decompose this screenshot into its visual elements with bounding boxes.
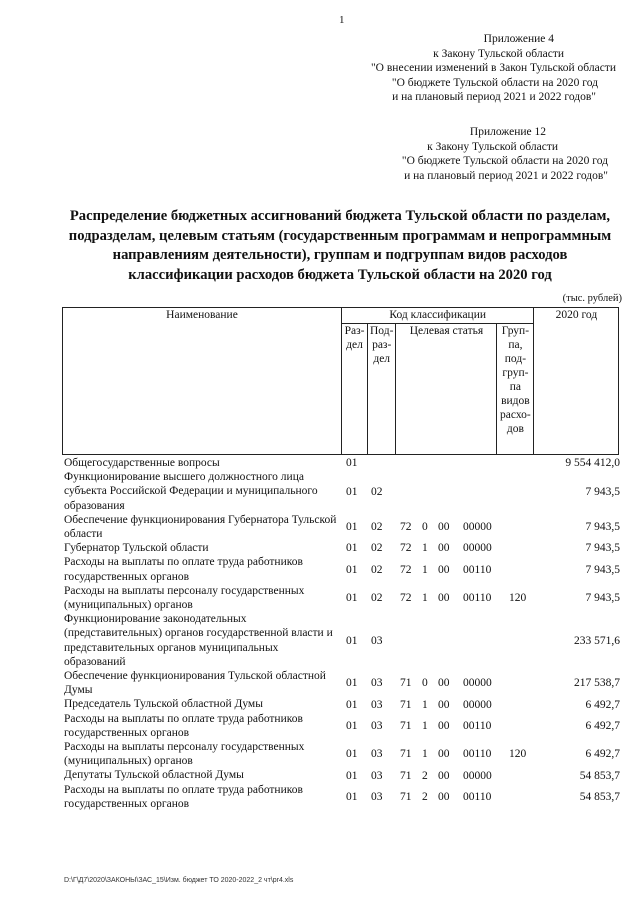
row-cs3: 00 [438,748,450,761]
row-razdel: 01 [346,520,358,533]
table-row [64,470,620,513]
table-row [64,669,620,697]
header-year: 2020 год [534,308,619,455]
page-number: 1 [339,14,345,26]
row-cs4: 00000 [463,677,492,690]
table-row [64,740,620,768]
row-cs2: 1 [422,719,428,732]
row-cs3: 00 [438,542,450,555]
row-name: Расходы на выплаты по оплате труда работников государственных органов [64,556,303,583]
row-cs1: 71 [400,769,412,782]
row-cs2: 2 [422,769,428,782]
row-name: Расходы на выплаты персоналу государственных (муниципальных) органов [64,584,305,612]
appendix-12-line: и на плановый период 2021 и 2022 годов" [404,169,608,182]
table-row [64,456,620,470]
row-cs1: 72 [400,591,412,604]
appendix-12-header [402,125,608,183]
row-name: Общегосударственные вопросы [64,457,220,469]
table-row [64,768,620,782]
row-razdel: 01 [346,563,358,576]
row-amount: 7 943,5 [585,520,620,533]
appendix-4-line: к Закону Тульской области [433,47,564,60]
appendix-12-line: "О бюджете Тульской области на 2020 год [401,155,608,167]
row-razdel: 01 [346,698,358,711]
units-label: (тыс. рублей) [562,293,622,304]
row-cs3: 00 [438,677,450,690]
row-cs3: 00 [438,790,450,803]
row-name: Обеспечение функционирования Тульской областной Думы [64,670,326,697]
row-cs2: 1 [422,698,428,711]
row-amount: 54 853,7 [579,769,620,782]
row-amount: 7 943,5 [585,542,620,555]
appendix-4-line: и на плановый период 2021 и 2022 годов" [392,91,596,103]
row-razdel: 01 [346,748,358,761]
table-body [64,456,620,811]
row-cs2: 2 [422,790,428,803]
row-name: Председатель Тульской областной Думы [64,698,263,711]
header-code: Код классификации [342,308,534,324]
row-podrazdel: 02 [371,563,383,576]
table-row [64,697,620,711]
row-cs1: 71 [400,677,412,690]
row-razdel: 01 [346,542,358,555]
appendix-12-line: к Закону Тульской области [427,140,558,153]
appendix-12-title: Приложение 12 [469,126,546,138]
row-name: Губернатор Тульской области [64,542,209,555]
row-name: Расходы на выплаты по оплате труда работников государственных органов [64,712,303,739]
header-name: Наименование [63,308,342,455]
row-cs3: 00 [438,563,450,576]
row-amount: 7 943,5 [585,563,620,576]
table-row [64,712,620,740]
row-cs4: 00110 [463,790,492,803]
header-subsection: Под-раз-дел [368,324,396,455]
row-razdel: 01 [346,634,358,647]
row-razdel: 01 [346,790,358,803]
row-cs1: 71 [400,790,412,803]
row-cs3: 00 [438,591,450,604]
row-amount: 54 853,7 [579,790,620,803]
appendix-4-line: "О внесении изменений в Закон Тульской области [370,62,616,74]
row-amount: 7 943,5 [585,485,620,498]
row-name: Депутаты Тульской областной Думы [64,769,244,782]
table-row [64,555,620,583]
footer-file-path: D:\Г\Д7\2020\ЗАКОНЫ\ЗАС_15\Изм. бюджет ТО 2020-2022_2 чт\pr4.xls [64,877,294,884]
row-amount: 6 492,7 [585,698,620,711]
row-cs1: 71 [400,748,412,761]
table-row [64,584,620,612]
row-cs4: 00000 [463,520,492,533]
row-cs4: 00000 [463,542,492,555]
header-target: Целевая статья [396,324,497,455]
row-amount: 6 492,7 [585,748,620,761]
row-amount: 233 571,6 [574,634,620,647]
row-razdel: 01 [346,591,358,604]
row-name: Обеспечение функционирования Губернатора Тульской области [64,513,337,541]
table-row [64,783,620,811]
row-razdel: 01 [346,485,358,498]
row-amount: 9 554 412,0 [565,456,620,469]
row-cs4: 00110 [463,719,492,732]
appendix-4-line: "О бюджете Тульской области на 2020 год [391,76,598,89]
row-cs4: 00000 [463,769,492,782]
row-podrazdel: 02 [371,542,383,555]
row-podrazdel: 03 [371,698,383,711]
table-row [64,513,620,541]
row-podrazdel: 02 [371,485,383,498]
row-cs1: 72 [400,520,412,533]
row-cs1: 71 [400,698,412,711]
row-name: Функционирование законодательных (представительных) органов государственной власти и представительных органов муниципальных образований [64,613,333,668]
row-cs3: 00 [438,769,450,782]
appendix-4-title: Приложение 4 [483,33,554,45]
row-cs1: 71 [400,719,412,732]
row-cs2: 0 [422,677,428,690]
row-podrazdel: 03 [371,719,383,732]
appendix-4-header [371,32,616,105]
row-cs4: 00110 [463,748,492,761]
table-header [62,307,619,455]
row-cs2: 1 [422,748,428,761]
row-cs4: 00110 [463,563,492,576]
row-razdel: 01 [346,677,358,690]
document-title: Распределение бюджетных ассигнований бюджета Тульской области по разделам, подразделам, целевым статьям (государственным программам и непрограммным направлениям деятельности), группам и подгруппам видов расходов классификации расходов бюджета Тульской области на 2020 год [68,208,612,283]
header-group: Груп-па, под-груп-па видов расхо-дов [497,324,534,455]
row-cs4: 00000 [463,698,492,711]
header-section: Раз-дел [342,324,368,455]
row-amount: 6 492,7 [585,719,620,732]
row-cs4: 00110 [463,591,492,604]
row-podrazdel: 02 [371,520,383,533]
row-razdel: 01 [346,769,358,782]
row-cs2: 1 [422,591,428,604]
row-cs3: 00 [438,520,450,533]
row-podrazdel: 02 [371,591,383,604]
row-vr: 120 [509,748,527,761]
row-podrazdel: 03 [371,748,383,761]
row-amount: 217 538,7 [574,677,620,690]
row-name: Расходы на выплаты по оплате труда работников государственных органов [64,783,303,810]
row-vr: 120 [509,591,527,604]
row-razdel: 01 [346,456,358,469]
row-podrazdel: 03 [371,790,383,803]
table-row [64,541,620,555]
row-razdel: 01 [346,719,358,732]
row-cs2: 1 [422,563,428,576]
table-row [64,612,620,669]
row-podrazdel: 03 [371,677,383,690]
row-cs1: 72 [400,563,412,576]
row-cs1: 72 [400,542,412,555]
row-amount: 7 943,5 [585,591,620,604]
row-podrazdel: 03 [371,769,383,782]
row-podrazdel: 03 [371,634,383,647]
row-name: Расходы на выплаты персоналу государственных (муниципальных) органов [64,741,305,768]
row-cs2: 0 [422,520,428,533]
row-cs3: 00 [438,719,450,732]
row-name: Функционирование высшего должностного лица субъекта Российской Федерации и муниципального образования [64,471,318,512]
row-cs2: 1 [422,542,428,555]
row-cs3: 00 [438,698,450,711]
